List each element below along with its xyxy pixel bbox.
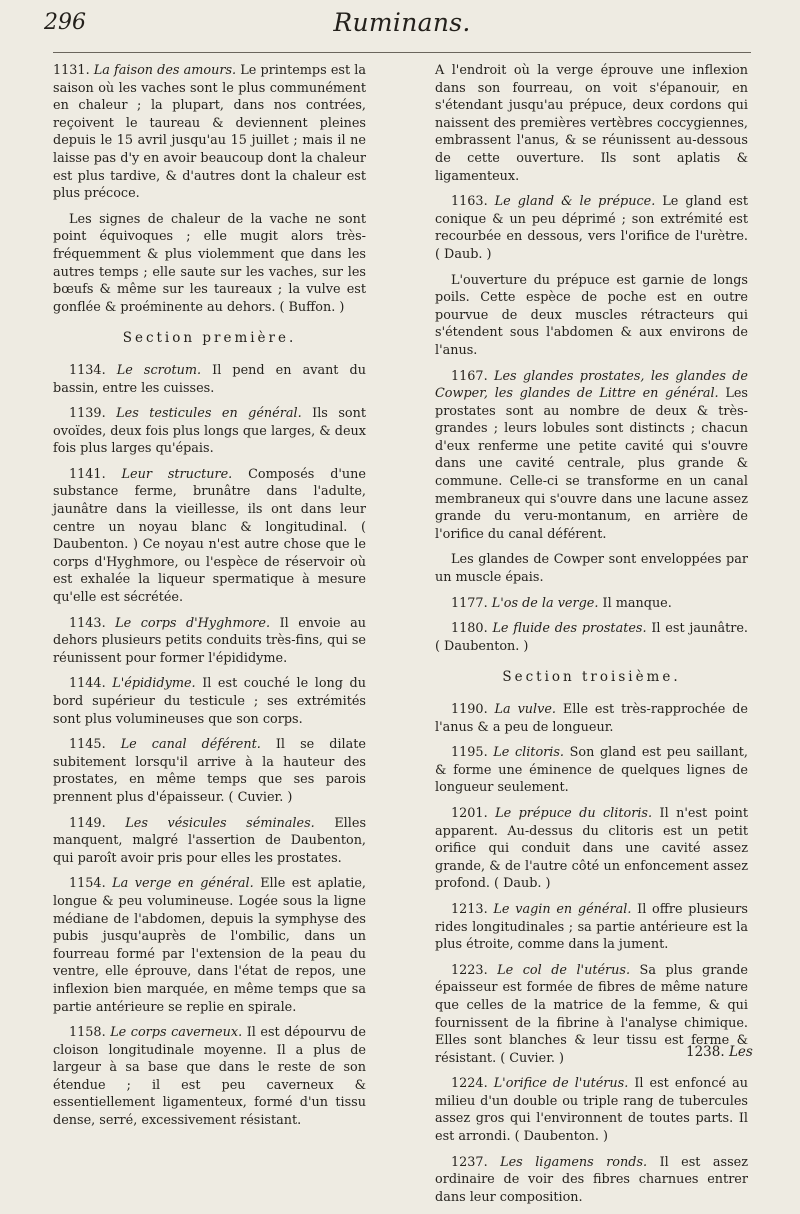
paragraph-text: Il est dépourvu de cloison longitudinale moyenne. Il a plus de largeur à sa base que dans le reste de son étendue ; il est peu caverneux & essentiellement ligamenteux, formé d'un tissu dense, serré, excessivement résistant.: [53, 1025, 367, 1129]
paragraph-number: 1154.: [69, 876, 106, 892]
paragraph-text: Elle est très-rapprochée de l'anus & a peu de longueur.: [435, 702, 748, 735]
paragraph: [435, 368, 748, 544]
paragraph-number: 1145.: [69, 737, 106, 753]
paragraph-title: Les vésicules séminales.: [125, 815, 315, 831]
paragraph-text: Il est jaunâtre. ( Daubenton. ): [435, 621, 748, 654]
paragraph-text: Elles manquent, malgré l'assertion de Daubenton, qui paroît avoir pris pour elles les prostates.: [53, 815, 367, 866]
paragraph-title: Le gland & le prépuce.: [494, 194, 656, 210]
paragraph-text: Le printemps est la saison où les vaches sont le plus communément en chaleur ; la plupart, dans nos contrées, reçoivent le taureau & deviennent pleines depuis le 15 avril jusqu'au 15 juillet ; mais il ne laisse pas d'y en avoir beaucoup dont la chaleur est plus tardive, & d'autres dont la chaleur est plus précoce.: [53, 63, 366, 202]
paragraph-text: Le gland est conique & un peu déprimé ; son extrémité est recourbée en dessous, vers l'orifice de l'urètre. ( Daub. ): [435, 194, 749, 262]
paragraph-title: Leur structure.: [121, 466, 233, 482]
paragraph-number: 1224.: [451, 1076, 488, 1092]
paragraph-title: L'épididyme.: [112, 676, 196, 692]
paragraph: [435, 744, 748, 797]
running-title: Ruminans.: [333, 8, 471, 37]
paragraph: [435, 595, 748, 613]
paragraph: [435, 272, 748, 360]
paragraph-number: 1143.: [69, 615, 106, 631]
paragraph-number: 1163.: [451, 194, 488, 210]
catchword: [686, 1044, 753, 1060]
paragraph-number: 1213.: [451, 901, 488, 917]
paragraph-title: Le prépuce du clitoris.: [495, 805, 653, 821]
left-column: [53, 62, 366, 1138]
paragraph: [435, 701, 748, 736]
paragraph-number: 1180.: [451, 621, 488, 637]
paragraph: [435, 62, 748, 185]
catchword-number: 1238.: [686, 1044, 725, 1060]
paragraph-title: Le vagin en général.: [493, 901, 632, 917]
right-column: [435, 62, 748, 1214]
paragraph-text: Il n'est point apparent. Au-dessus du clitoris est un petit orifice qui conduit dans une cavité assez grande, & de l'autre côté un enfoncement assez profond. ( Daub. ): [435, 805, 748, 892]
page-header: [44, 8, 760, 48]
paragraph-number: 1149.: [69, 815, 106, 831]
paragraph-text: Il est enfoncé au milieu d'un double ou triple rang de tubercules assez gros qui l'environnent de toutes parts. Il est arrondi. ( Daubenton. ): [435, 1076, 748, 1145]
paragraph: [53, 875, 366, 1016]
paragraph: [53, 362, 366, 397]
paragraph: [53, 62, 366, 203]
paragraph: [435, 901, 748, 954]
paragraph-text: Les prostates sont au nombre de deux & très-grandes ; leurs lobules sont distincts ; chacun d'eux renferme une petite cavité qui s'ouvre dans une cavité centrale, plus grande & commune. Celle-ci se transforme en un canal membraneux qui s'ouvre dans une lacune assez grande du veru-montanum, en arrière de l'orifice du canal déférent.: [435, 386, 748, 542]
paragraph: [435, 1075, 748, 1145]
paragraph-text: Les glandes de Cowper sont enveloppées par un muscle épais.: [435, 552, 748, 586]
paragraph-text: Sa plus grande épaisseur est formée de fibres de même nature que celles de la matrice de la femme, & qui fournissent de la fibrine à l'analyse chimique. Elles sont blanches & leur tissu est ferme & résistant. ( Cuvier. ): [435, 962, 748, 1066]
paragraph-number: 1195.: [451, 745, 488, 761]
paragraph-title: La vulve.: [494, 702, 557, 717]
paragraph-text: Ils sont ovoïdes, deux fois plus longs que larges, & deux fois plus larges qu'épais.: [53, 406, 366, 457]
paragraph-number: 1237.: [451, 1154, 488, 1170]
paragraph: [435, 1154, 748, 1207]
paragraph-title: Le corps caverneux.: [110, 1025, 243, 1041]
paragraph-title: Les glandes prostates, les glandes de Cowper, les glandes de Littre en général.: [435, 368, 748, 402]
paragraph-title: La verge en général.: [112, 876, 254, 892]
paragraph-number: 1167.: [451, 368, 488, 384]
paragraph-text: Il manque.: [602, 595, 672, 611]
paragraph-title: Le canal déférent.: [120, 737, 261, 753]
paragraph-number: 1141.: [69, 466, 106, 482]
paragraph-text: L'ouverture du prépuce est garnie de longs poils. Cette espèce de poche est en outre pourvue de deux muscles rétracteurs qui s'étendent sous l'abdomen & aux environs de l'anus.: [435, 272, 748, 358]
paragraph-title: Le corps d'Hyghmore.: [115, 615, 271, 631]
paragraph-number: 1144.: [69, 676, 106, 692]
paragraph-title: Les ligamens ronds.: [500, 1154, 648, 1170]
paragraph-text: Composés d'une substance ferme, brunâtre dans l'adulte, jaunâtre dans la vieillesse, ils ont dans leur centre un noyau blanc & longitudinal. ( Daubenton. ) Ce noyau n'est autre chose que le corps d'Hyghmore, ou l'espèce de réservoir où est exhalée la liqueur spermatique à mesure qu'elle est sécrétée.: [53, 466, 366, 606]
paragraph-title: L'orifice de l'utérus.: [493, 1076, 629, 1092]
paragraph-text: Son gland est peu saillant, & forme une éminence de quelques lignes de longueur seulement.: [435, 745, 748, 796]
paragraph: [53, 466, 366, 607]
paragraph-number: 1139.: [69, 406, 106, 422]
paragraph: [435, 551, 748, 586]
paragraph: [53, 736, 366, 806]
paragraph: [53, 675, 366, 728]
paragraph: [53, 615, 366, 668]
catchword-text: Les: [728, 1044, 753, 1060]
paragraph-title: Les testicules en général.: [116, 406, 302, 422]
paragraph: [53, 1024, 366, 1130]
paragraph: [435, 805, 748, 893]
page-number: 296: [44, 10, 86, 35]
header-rule: [53, 52, 751, 53]
paragraph-title: Le col de l'utérus.: [497, 962, 631, 978]
paragraph-title: Le scrotum.: [116, 362, 202, 378]
paragraph-number: 1201.: [451, 805, 488, 821]
paragraph: [53, 211, 366, 317]
paragraph-text: Il se dilate subitement lorsqu'il arrive à la hauteur des prostates, en même temps que ses parois prennent plus d'épaisseur. ( Cuvier. ): [53, 737, 366, 805]
paragraph-text: Il pend en avant du bassin, entre les cuisses.: [53, 362, 366, 396]
paragraph: [53, 815, 366, 868]
paragraph-number: 1158.: [69, 1025, 106, 1041]
section-heading: Section troisième.: [502, 669, 681, 686]
paragraph-text: Elle est aplatie, longue & peu volumineuse. Logée sous la ligne médiane de l'abdomen, depuis la symphyse des pubis jusqu'auprès de l'ombilic, dans un fourreau formé par l'extension de la peau du ventre, elle éprouve, dans l'état de repos, une inflexion bien marquée, en même temps que sa partie antérieure se replie en spirale.: [53, 876, 366, 1015]
paragraph-text: A l'endroit où la verge éprouve une inflexion dans son fourreau, on voit s'épanouir, en s'étendant jusqu'au prépuce, deux cordons qui naissent des premières vertèbres coccygiennes, embrassent l'anus, & se réunissent au-dessous de cette ouverture. Ils sont aplatis & ligamenteux.: [435, 63, 748, 184]
paragraph-text: Il offre plusieurs rides longitudinales ; sa partie antérieure est la plus étroite, comme dans la jument.: [435, 901, 748, 953]
paragraph: [435, 193, 748, 263]
paragraph-title: La faison des amours.: [93, 63, 237, 78]
paragraph: [53, 405, 366, 458]
paragraph-text: Il est couché le long du bord supérieur du testicule ; ses extrémités sont plus volumineuses que son corps.: [53, 676, 366, 727]
paragraph-number: 1134.: [69, 362, 106, 378]
paragraph-title: Le clitoris.: [493, 745, 564, 761]
paragraph-text: Il envoie au dehors plusieurs petits conduits très-fins, qui se réunissent pour former l'épididyme.: [53, 615, 366, 666]
paragraph-number: 1177.: [451, 595, 488, 611]
paragraph-title: Le fluide des prostates.: [492, 621, 647, 637]
paragraph-text: Les signes de chaleur de la vache ne sont point équivoques ; elle mugit alors très-fréquemment & plus violemment que dans les autres temps ; elle saute sur les vaches, sur les bœufs & même sur les taureaux ; la vulve est gonflée & proéminente au dehors. ( Buffon. ): [53, 211, 366, 315]
paragraph-number: 1131.: [53, 63, 90, 78]
paragraph-number: 1223.: [451, 962, 488, 978]
section-heading: Section première.: [122, 330, 297, 347]
paragraph: [435, 620, 748, 655]
paragraph-text: Il est assez ordinaire de voir des fibres charnues entrer dans leur composition.: [435, 1154, 748, 1205]
paragraph-title: L'os de la verge.: [491, 595, 599, 611]
paragraph-number: 1190.: [451, 702, 488, 717]
